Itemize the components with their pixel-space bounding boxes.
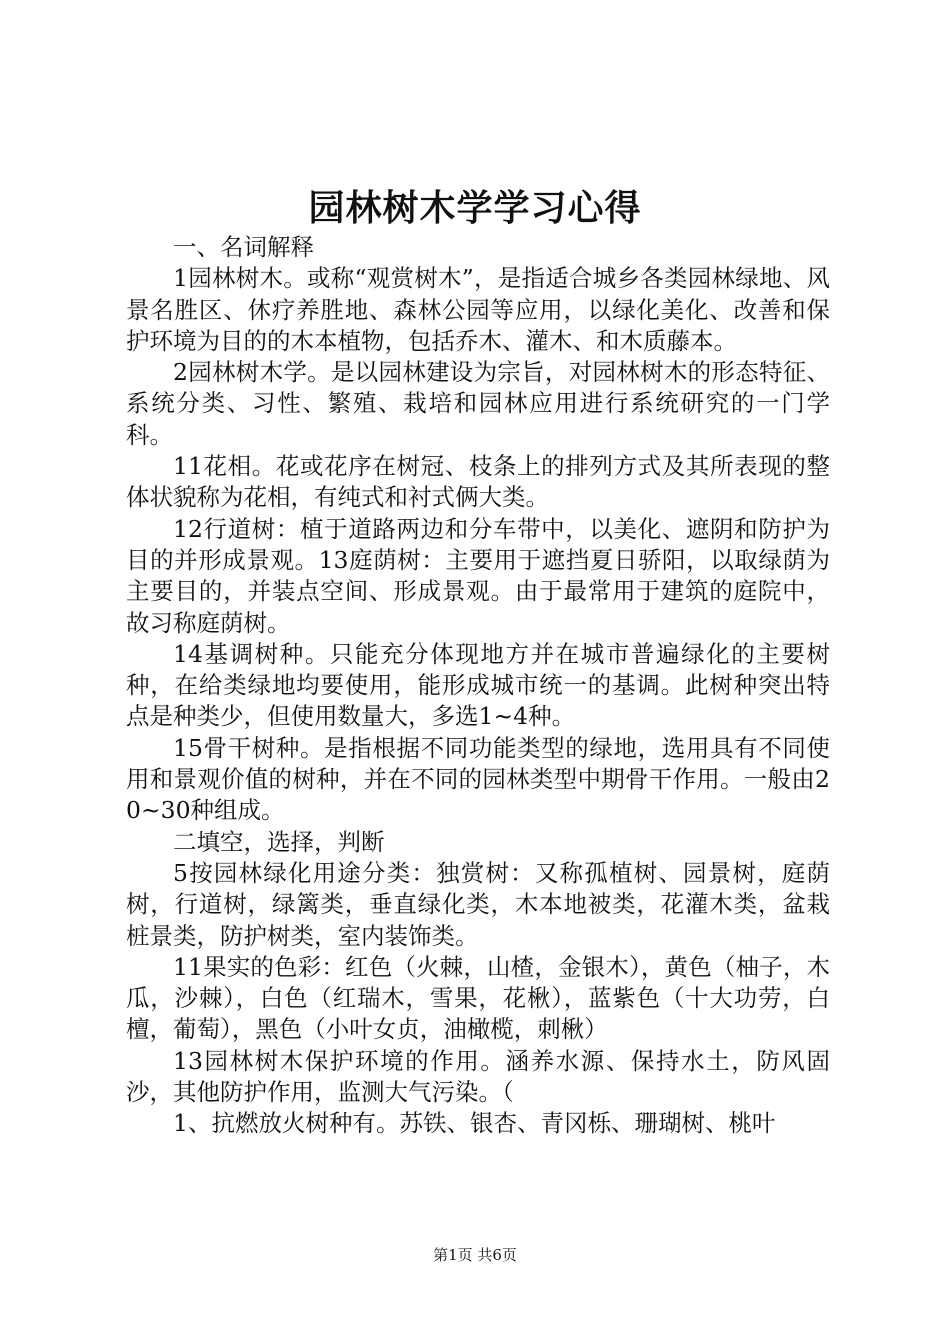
section-heading-terms: 一、名词解释 xyxy=(173,233,314,261)
document-body xyxy=(126,232,830,1140)
paragraph: 14基调树种。只能充分体现地方并在城市普遍绿化的主要树种，在给类绿地均要使用，能形成城市统一的基调。此树种突出特点是种类少，但使用数量大，多选1~4种。 xyxy=(126,639,830,731)
paragraph: 12行道树：植于道路两边和分车带中，以美化、遮阴和防护为目的并形成景观。13庭荫树：主要用于遮挡夏日骄阳，以取绿荫为主要目的，并装点空间、形成景观。由于最常用于建筑的庭院中，故习称庭荫树。 xyxy=(126,514,830,637)
paragraph: 11花相。花或花序在树冠、枝条上的排列方式及其所表现的整体状貌称为花相，有纯式和衬式俩大类。 xyxy=(126,452,830,512)
paragraph: 2园林树木学。是以园林建设为宗旨，对园林树木的形态特征、系统分类、习性、繁殖、栽培和园林应用进行系统研究的一门学科。 xyxy=(126,358,830,449)
paragraph: 1园林树木。或称“观赏树木”，是指适合城乡各类园林绿地、风景名胜区、休疗养胜地、森林公园等应用，以绿化美化、改善和保护环境为目的的木本植物，包括乔木、灌木、和木质藤本。 xyxy=(126,264,830,355)
paragraph: 11果实的色彩：红色（火棘，山楂，金银木），黄色（柚子，木瓜，沙棘），白色（红瑞木，雪果，花楸），蓝紫色（十大功劳，白檀，葡萄），黑色（小叶女贞，油橄榄，刺楸） xyxy=(126,952,830,1044)
page-footer: 第1页 共6页 xyxy=(433,1246,517,1264)
paragraph: 1、抗燃放火树种有。苏铁、银杏、青冈栎、珊瑚树、桃叶 xyxy=(173,1109,776,1138)
paragraph: 5按园林绿化用途分类：独赏树：又称孤植树、园景树，庭荫树，行道树，绿篱类，垂直绿化类，木本地被类，花灌木类，盆栽桩景类，防护树类，室内装饰类。 xyxy=(126,858,830,950)
paragraph: 15骨干树种。是指根据不同功能类型的绿地，选用具有不同使用和景观价值的树种，并在不同的园林类型中期骨干作用。一般由20~30种组成。 xyxy=(126,733,830,825)
document-title: 园林树木学学习心得 xyxy=(308,187,642,229)
section-heading-fill-in: 二填空，选择，判断 xyxy=(173,827,385,856)
paragraph: 13园林树木保护环境的作用。涵养水源、保持水土，防风固沙，其他防护作用，监测大气污染。（ xyxy=(126,1046,830,1107)
